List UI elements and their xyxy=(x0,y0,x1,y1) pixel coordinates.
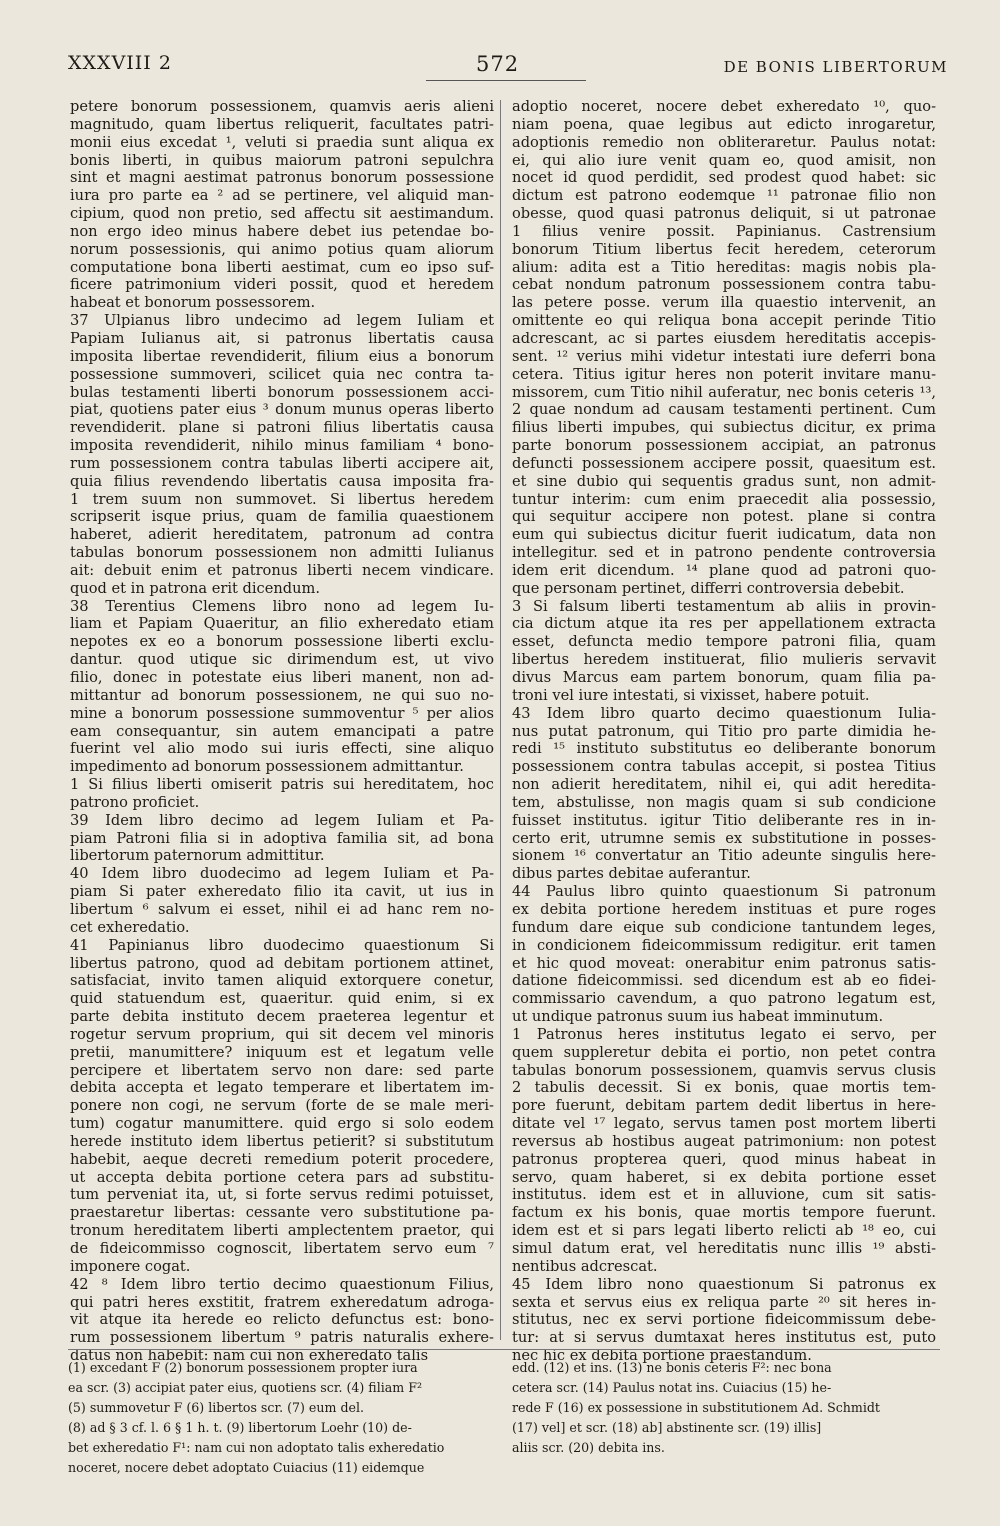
text-line: 40 Idem libro duodecimo ad legem Iuliam et Pa- xyxy=(70,865,494,883)
text-line: liam et Papiam Quaeritur, an filio exheredato etiam xyxy=(70,615,494,633)
text-line: adcrescant, ac si partes eiusdem hereditatis accepis- xyxy=(512,329,936,347)
text-line: piam Si pater exheredato filio ita cavit, ut ius in xyxy=(70,883,494,901)
text-line: parte debita instituto decem praeterea legentur et xyxy=(70,1008,494,1026)
text-line: iura pro parte ea ² ad se pertinere, vel aliquid man- xyxy=(70,187,494,205)
text-line: 41 Papinianus libro duodecimo quaestionum Si xyxy=(70,936,494,954)
text-line: computatione bona liberti aestimat, cum eo ipso suf- xyxy=(70,258,494,276)
text-line: cetera. Titius igitur heres non poterit invitare manu- xyxy=(512,365,936,383)
text-line: tuntur interim: cum enim praecedit alia possessio, xyxy=(512,490,936,508)
page-number: 572 xyxy=(476,52,520,76)
text-line: que personam pertinet, differri controversia debebit. xyxy=(512,579,905,597)
text-line: las petere posse. verum illa quaestio intervenit, an xyxy=(512,294,936,312)
text-line: de fideicommisso cognoscit, libertatem servo eum ⁷ xyxy=(70,1240,494,1257)
text-line: stitutus, nec ex servi portione fideicommissum debe- xyxy=(512,1311,936,1329)
text-line: habeat et bonorum possessorem. xyxy=(70,294,316,312)
text-line: nec hic ex debita portione praestandum. xyxy=(512,1347,812,1365)
text-line: rum possessionem libertum ⁹ patris naturalis exhere- xyxy=(70,1329,494,1347)
text-line: eum qui subiectus dicitur fuerit iudicatum, data non xyxy=(512,526,936,544)
text-line: 45 Idem libro nono quaestionum Si patronus ex xyxy=(512,1275,936,1293)
text-line: divus Marcus eam partem bonorum, quam filia pa- xyxy=(512,669,936,686)
running-head-right: DE BONIS LIBERTORUM xyxy=(723,58,948,76)
text-line: redi ¹⁵ instituto substitutus eo deliberante bonorum xyxy=(512,740,936,758)
text-line: eam consequantur, sin autem emancipati a patre xyxy=(70,722,494,740)
text-line: ponere non cogi, ne servum (forte de se male meri- xyxy=(70,1097,494,1115)
text-line: fuerint vel alio modo sui iuris effecti, sine aliquo xyxy=(70,740,494,758)
text-line: haberet, adierit hereditatem, patronum ad contra xyxy=(70,526,494,544)
text-line: 1 Si filius liberti omiserit patris sui hereditatem, hoc xyxy=(70,776,494,794)
text-line: petere bonorum possessionem, quamvis aeris alieni xyxy=(70,98,494,115)
footnote-line: ea scr. (3) accipiat pater eius, quotiens scr. (4) filiam F² xyxy=(68,1380,423,1395)
text-line: et hic quod moveat: onerabitur enim patronus satis- xyxy=(512,954,936,972)
text-line: reversus ab hostibus augeat patrimonium: non potest xyxy=(512,1132,936,1150)
text-line: qui patri heres exstitit, fratrem exheredatum adroga- xyxy=(70,1293,494,1311)
text-line: possessionem contra tabulas accepit, si postea Titius xyxy=(512,758,936,776)
footnote-line: (1) excedant F (2) bonorum possessionem propter iura xyxy=(68,1360,418,1375)
text-line: nus putat patronum, qui Titio pro parte dimidia he- xyxy=(512,722,936,740)
footnote-line: cetera scr. (14) Paulus notat ins. Cuiacius (15) he- xyxy=(512,1380,832,1395)
text-line: tum perveniat ita, ut, si forte servus redimi potuisset, xyxy=(70,1186,494,1204)
text-line: nentibus adcrescat. xyxy=(512,1257,658,1275)
text-line: cipium, quod non pretio, sed affectu sit aestimandum. xyxy=(70,205,494,223)
text-line: dibus partes debitae auferantur. xyxy=(512,865,751,883)
text-line: idem est et si pars legati liberto relicti ab ¹⁸ eo, cui xyxy=(512,1222,936,1240)
text-line: 43 Idem libro quarto decimo quaestionum Iulia- xyxy=(512,704,936,722)
text-line: piat, quotiens pater eius ³ donum munus operas liberto xyxy=(70,401,494,419)
text-line: patrono proficiet. xyxy=(70,793,200,811)
text-line: impedimento ad bonorum possessionem admittantur. xyxy=(70,758,464,776)
text-line: patronus propterea queri, quod minus habeat in xyxy=(512,1150,936,1168)
text-line: quod et in patrona erit dicendum. xyxy=(70,579,320,597)
footnotes-left xyxy=(68,1358,498,1478)
text-line: cet exheredatio. xyxy=(70,918,190,936)
text-line: mittantur ad bonorum possessionem, ne qui suo no- xyxy=(70,686,494,704)
text-line: idem erit dicendum. ¹⁴ plane quod ad patroni quo- xyxy=(512,561,936,579)
text-line: in condicionem fideicommissum redigitur. erit tamen xyxy=(512,936,936,954)
text-line: quid statuendum est, quaeritur. quid enim, si ex xyxy=(70,990,494,1008)
text-line: monii eius excedat ¹, veluti si praedia sunt aliqua ex xyxy=(70,133,494,151)
text-line: servo, quam haberet, si ex debita portione esset xyxy=(512,1168,936,1186)
text-line: sionem ¹⁶ convertatur an Titio adeunte singulis here- xyxy=(512,847,936,865)
header-rule xyxy=(426,80,586,81)
text-line: defuncti possessionem accipere possit, quaesitum est. xyxy=(512,454,936,472)
text-line: missorem, cum Titio nihil auferatur, nec bonis ceteris ¹³, xyxy=(512,383,936,401)
text-line: quem suppleretur debita ei portio, non petet contra xyxy=(512,1043,936,1061)
text-line: quia filius revendendo libertatis causa imposita fra- xyxy=(70,472,494,490)
text-line: piam Patroni filia si in adoptiva familia sit, ad bona xyxy=(70,829,494,847)
text-line: bulas testamenti liberti bonorum possessionem acci- xyxy=(70,383,494,401)
text-line: factum ex his bonis, quae mortis tempore fuerunt. xyxy=(512,1204,936,1222)
text-line: nocet id quod perdidit, sed prodest quod habet: sic xyxy=(512,169,936,187)
right-text-column xyxy=(512,98,936,1365)
text-line: ditate vel ¹⁷ legato, servus tamen post mortem liberti xyxy=(512,1115,936,1133)
text-line: esset, defuncta medio tempore patroni filia, quam xyxy=(512,633,936,651)
text-line: rum possessionem contra tabulas liberti accipere ait, xyxy=(70,454,494,472)
text-line: magnitudo, quam libertus reliquerit, facultates patri- xyxy=(70,115,494,133)
text-line: certo erit, utrumne semis ex substitutione in posses- xyxy=(512,829,936,847)
text-line: tem, abstulisse, non magis quam si sub condicione xyxy=(512,793,936,811)
text-line: vit atque ita herede eo relicto defunctus est: bono- xyxy=(70,1311,494,1329)
text-line: 2 tabulis decessit. Si ex bonis, quae mortis tem- xyxy=(512,1079,936,1097)
text-line: praestaretur libertas: cessante vero substitutione pa- xyxy=(70,1204,494,1222)
column-divider xyxy=(500,100,501,1340)
text-line: rogetur servum proprium, qui sit decem vel minoris xyxy=(70,1025,494,1043)
text-line: dantur. quod utique sic dirimendum est, ut vivo xyxy=(70,651,494,669)
text-line: commissario cavendum, a quo patrono legatum est, xyxy=(512,990,936,1008)
text-line: non ergo ideo minus habere debet ius petendae bo- xyxy=(70,222,494,240)
text-line: bonorum Titium libertus fecit heredem, ceterorum xyxy=(512,240,936,258)
text-line: adoptio noceret, nocere debet exheredato ¹⁰, quo- xyxy=(512,98,936,115)
text-line: debita accepta et legato temperare et libertatem im- xyxy=(70,1079,494,1097)
text-line: revendiderit. plane si patroni filius libertatis causa xyxy=(70,419,494,437)
text-line: 3 Si falsum liberti testamentum ab aliis in provin- xyxy=(512,597,936,615)
text-line: imposita revendiderit, nihilo minus familiam ⁴ bono- xyxy=(70,437,494,455)
footnote-line: (17) vel] et scr. (18) ab] abstinente scr. (19) illis] xyxy=(512,1420,822,1435)
text-line: sexta et servus eius ex reliqua parte ²⁰ sit heres in- xyxy=(512,1293,936,1311)
text-line: bonis liberti, in quibus maiorum patroni sepulchra xyxy=(70,151,494,169)
footnote-line: bet exheredatio F¹: nam cui non adoptato talis exheredatio xyxy=(68,1440,445,1455)
text-line: habebit, aeque decreti remedium poterit procedere, xyxy=(70,1150,494,1168)
text-line: 1 trem suum non summovet. Si libertus heredem xyxy=(70,490,494,508)
text-line: tronum hereditatem liberti amplectentem praetor, qui xyxy=(70,1222,494,1240)
footnote-line: aliis scr. (20) debita ins. xyxy=(512,1440,665,1455)
text-line: filius liberti impubes, qui subiectus dicitur, ex prima xyxy=(512,419,936,437)
footnote-rule xyxy=(68,1349,940,1350)
text-line: filio, donec in potestate eius liberi manent, non ad- xyxy=(70,669,494,686)
text-line: fuisset institutus. igitur Titio deliberante res in in- xyxy=(512,811,936,829)
text-line: 44 Paulus libro quinto quaestionum Si patronum xyxy=(512,883,936,901)
text-line: satisfaciat, invito tamen aliquid extorquere conetur, xyxy=(70,972,494,990)
text-line: mine a bonorum possessione summoventur ⁵ per alios xyxy=(70,704,494,722)
left-text-column xyxy=(70,98,494,1365)
text-line: libertorum paternorum admittitur. xyxy=(70,847,325,865)
text-line: libertus patrono, quod ad debitam portionem attinet, xyxy=(70,954,494,972)
text-line: 1 Patronus heres institutus legato ei servo, per xyxy=(512,1025,936,1043)
text-line: ut accepta debita portione cetera pars ad substitu- xyxy=(70,1168,494,1186)
text-line: nepotes ex eo a bonorum possessione liberti exclu- xyxy=(70,633,494,651)
text-line: non adierit hereditatem, nihil ei, qui adit heredita- xyxy=(512,776,936,794)
footnote-line: rede F (16) ex possessione in substitutionem Ad. Schmidt xyxy=(512,1400,880,1415)
text-line: ex debita portione heredem instituas et pure roges xyxy=(512,900,936,918)
text-line: niam poena, quae legibus aut edicto inrogaretur, xyxy=(512,115,936,133)
text-line: pretii, manumittere? iniquum est et legatum velle xyxy=(70,1043,494,1061)
text-line: libertus heredem instituerat, filio mulieris servavit xyxy=(512,651,936,669)
running-head-left: XXXVIII 2 xyxy=(68,52,172,74)
text-line: cia dictum atque ita res per appellationem extracta xyxy=(512,615,936,633)
text-line: 1 filius venire possit. Papinianus. Castrensium xyxy=(512,222,936,240)
text-line: tabulas bonorum possessionem non admitti Iulianus xyxy=(70,544,494,562)
text-line: norum possessionis, qui animo potius quam aliorum xyxy=(70,240,494,258)
text-line: datus non habebit: nam cui non exheredato talis xyxy=(70,1347,429,1365)
text-line: sint et magni aestimat patronus bonorum possessione xyxy=(70,169,494,187)
footnote-line: (8) ad § 3 cf. l. 6 § 1 h. t. (9) libertorum Loehr (10) de- xyxy=(68,1420,412,1435)
text-line: pore fuerunt, debitam partem dedit libertus in here- xyxy=(512,1097,936,1115)
text-line: parte bonorum possessionem accipiat, an patronus xyxy=(512,437,936,455)
text-line: ficere patrimonium videri possit, quod et heredem xyxy=(70,276,494,294)
text-line: fundum dare eique sub condicione tantundem leges, xyxy=(512,918,936,936)
text-line: percipere et libertatem servo non dare: sed parte xyxy=(70,1061,494,1079)
text-line: herede instituto idem libertus petierit? si substitutum xyxy=(70,1132,494,1150)
text-line: dictum est patrono eodemque ¹¹ patronae filio non xyxy=(512,187,936,205)
text-line: 37 Ulpianus libro undecimo ad legem Iuliam et xyxy=(70,312,494,330)
text-line: ait: debuit enim et patronus liberti necem vindicare. xyxy=(70,561,494,579)
text-line: scripserit isque prius, quam de familia quaestionem xyxy=(70,508,494,526)
text-line: omittente eo qui reliqua bona accepit perinde Titio xyxy=(512,312,936,330)
text-line: ut undique patronus suum ius habeat imminutum. xyxy=(512,1008,884,1026)
text-line: qui sequitur accipere non potest. plane si contra xyxy=(512,508,936,526)
text-line: imposita libertae revendiderit, filium eius a bonorum xyxy=(70,347,494,365)
text-line: intellegitur. sed et in patrono pendente controversia xyxy=(512,544,936,562)
text-line: 38 Terentius Clemens libro nono ad legem Iu- xyxy=(70,597,494,615)
text-line: simul datum erat, vel hereditatis nunc illis ¹⁹ absti- xyxy=(512,1240,936,1257)
text-line: tum) cogatur manumittere. quid ergo si solo eodem xyxy=(70,1115,494,1133)
text-line: imponere cogat. xyxy=(70,1257,191,1275)
text-line: Papiam Iulianus ait, si patronus libertatis causa xyxy=(70,329,494,347)
text-line: libertum ⁶ salvum ei esset, nihil ei ad hanc rem no- xyxy=(70,900,494,918)
footnote-line: (5) summovetur F (6) libertos scr. (7) eum del. xyxy=(68,1400,364,1415)
text-line: obesse, quod quasi patronus deliquit, si ut patronae xyxy=(512,205,936,223)
footnote-line: noceret, nocere debet adoptato Cuiacius (11) eidemque xyxy=(68,1460,425,1475)
text-line: troni vel iure intestati, si vixisset, habere potuit. xyxy=(512,686,870,704)
text-line: ei, qui alio iure venit quam eo, quod amisit, non xyxy=(512,151,936,169)
text-line: et sine dubio qui sequentis gradus sunt, non admit- xyxy=(512,472,936,490)
text-line: tur: at si servus dumtaxat heres institutus est, puto xyxy=(512,1329,936,1347)
text-line: alium: adita est a Titio hereditas: magis nobis pla- xyxy=(512,258,936,276)
text-line: 2 quae nondum ad causam testamenti pertinent. Cum xyxy=(512,401,936,419)
text-line: possessione summoveri, scilicet quia nec contra ta- xyxy=(70,365,494,383)
text-line: sent. ¹² verius mihi videtur intestati iure deferri bona xyxy=(512,347,936,365)
text-line: tabulas bonorum possessionem, quamvis servus clusis xyxy=(512,1061,936,1079)
text-line: 42 ⁸ Idem libro tertio decimo quaestionum Filius, xyxy=(70,1275,494,1293)
footnote-line: edd. (12) et ins. (13) ne bonis ceteris F²: nec bona xyxy=(512,1360,832,1375)
text-line: institutus. idem est et in alluvione, cum sit satis- xyxy=(512,1186,936,1204)
text-line: adoptionis remedio non obliteraretur. Paulus notat: xyxy=(512,133,936,151)
text-line: 39 Idem libro decimo ad legem Iuliam et Pa- xyxy=(70,811,494,829)
text-line: cebat nondum patronum possessionem contra tabu- xyxy=(512,276,936,294)
text-line: datione fideicommissi. sed dicendum est ab eo fidei- xyxy=(512,972,936,990)
footnotes-right xyxy=(512,1358,942,1458)
